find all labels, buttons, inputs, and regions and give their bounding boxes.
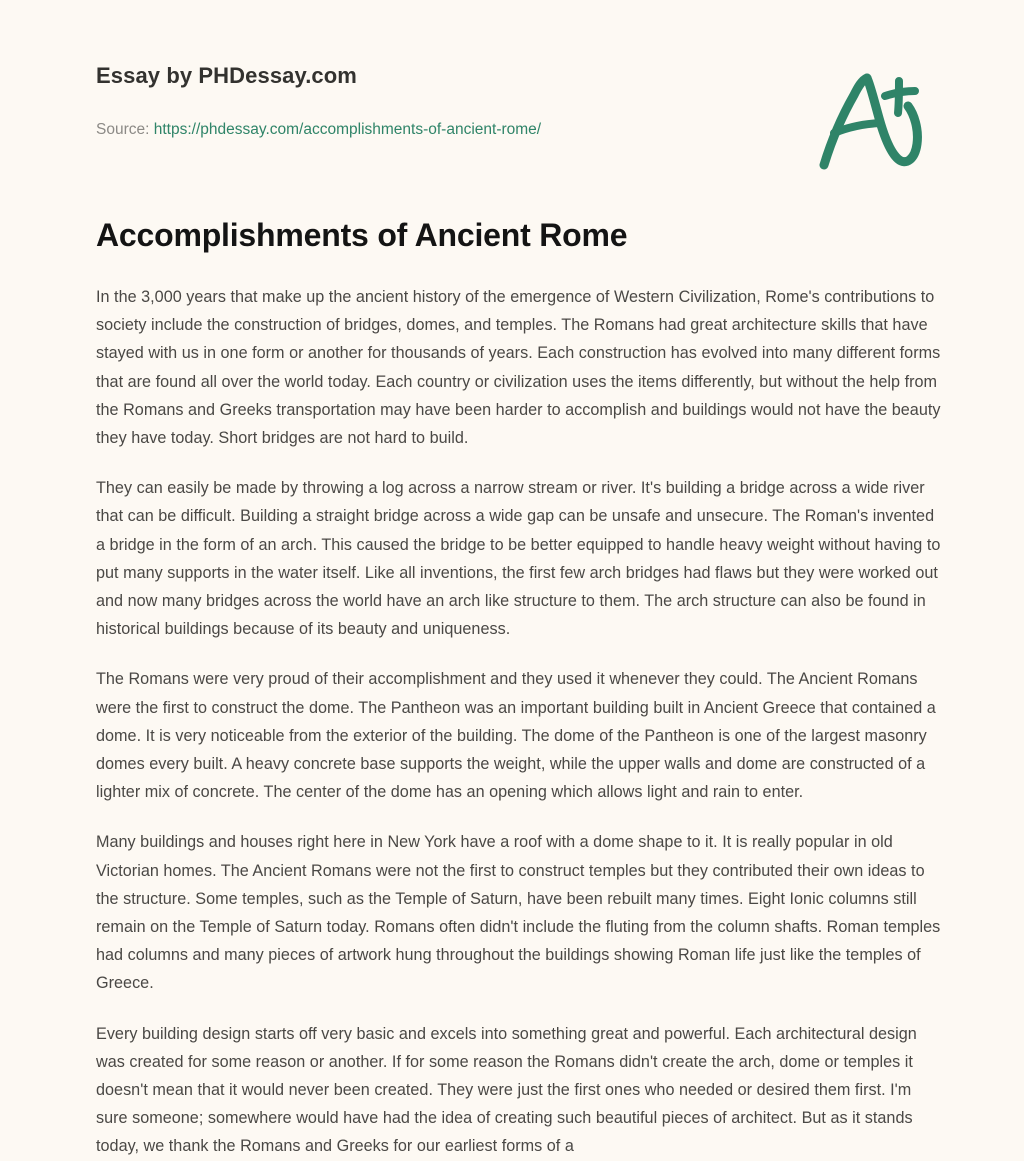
page-title: Accomplishments of Ancient Rome <box>96 217 628 253</box>
paragraph: They can easily be made by throwing a log across a narrow stream or river. It's building a bridge across a wide river that can be difficult. Building a straight bridge across a wide gap can be unsafe and unsecure. The Roman's invented a bridge in the form of an arch. This caused the bridge to be better equipped to handle heavy weight without having to put many supports in the water itself. Like all inventions, the first few arch bridges had flaws but they were worked out and now many bridges across the world have an arch like structure to them. The arch structure can also be found in historical buildings because of its beauty and uniqueness. <box>96 479 941 639</box>
paragraph: Every building design starts off very basic and excels into something great and powerful. Each architectural design was created for some reason or another. If for some reason the Romans didn't create the arch, dome or temples it doesn't mean that it would never been created. They were just the first ones who needed or desired them first. I'm sure someone; somewhere would have had the idea of creating such beautiful pieces of architect. But as it stands today, we thank the Romans and Greeks for our earliest forms of a <box>96 1024 917 1156</box>
source-url-link[interactable]: https://phdessay.com/accomplishments-of-ancient-rome/ <box>153 121 542 138</box>
essay-body <box>96 283 941 1161</box>
source-line <box>96 119 541 141</box>
a-plus-logo <box>812 66 936 172</box>
paragraph: Many buildings and houses right here in New York have a roof with a dome shape to it. It is really popular in old Victorian homes. The Ancient Romans were not the first to construct temples but they contributed their own ideas to the structure. Some temples, such as the Temple of Saturn, have been rebuilt many times. Eight Ionic columns still remain on the Temple of Saturn today. Romans often didn't include the fluting from the column shafts. Roman temples had columns and many pieces of artwork hung throughout the buildings showing Roman life just like the temples of Greece. <box>96 833 941 993</box>
paragraph: The Romans were very proud of their accomplishment and they used it whenever they could. The Ancient Romans were the first to construct the dome. The Pantheon was an important building built in Ancient Greece that contained a dome. It is very noticeable from the exterior of the building. The dome of the Pantheon is one of the largest masonry domes every built. A heavy concrete base supports the weight, while the upper walls and dome are constructed of a lighter mix of concrete. The center of the dome has an opening which allows light and rain to enter. <box>96 670 936 802</box>
source-label: Source: <box>96 121 150 138</box>
brand-title: Essay by PHDessay.com <box>96 63 357 88</box>
paragraph: In the 3,000 years that make up the ancient history of the emergence of Western Civilization, Rome's contributions to society include the construction of bridges, domes, and temples. The Romans had great architecture skills that have stayed with us in one form or another for thousands of years. Each construction has evolved into many different forms that are found all over the world today. Each country or civilization uses the items differently, but without the help from the Romans and Greeks transportation may have been harder to accomplish and buildings would not have the beauty they have today. Short bridges are not hard to build. <box>96 288 941 448</box>
